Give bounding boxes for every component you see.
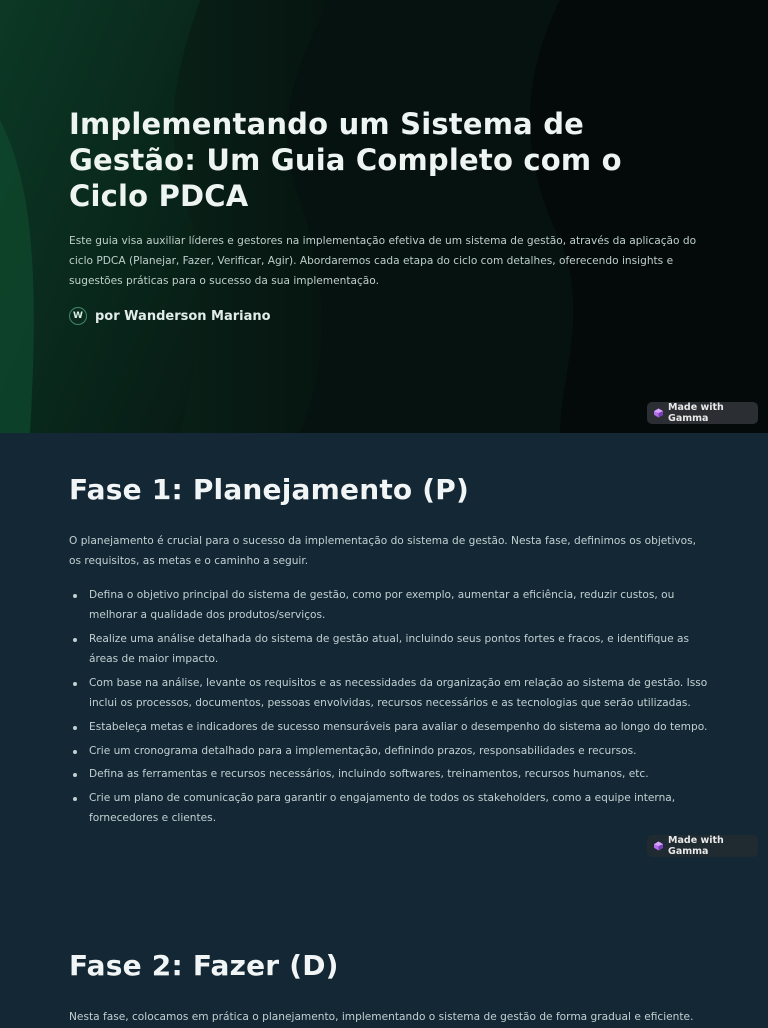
author-byline bbox=[69, 305, 271, 327]
list-item bbox=[69, 629, 709, 670]
made-with-gamma-button[interactable] bbox=[647, 402, 758, 424]
phase2-heading: Fase 2: Fazer (D) bbox=[69, 949, 339, 982]
list-item bbox=[69, 717, 709, 737]
author-name: por Wanderson Mariano bbox=[95, 308, 271, 324]
list-item-text: Crie um cronograma detalhado para a implementação, definindo prazos, responsabilidades e recursos. bbox=[89, 744, 637, 757]
avatar: W bbox=[69, 307, 87, 325]
bullet-dot-icon bbox=[73, 726, 77, 730]
made-with-gamma-button[interactable] bbox=[647, 835, 758, 857]
list-item bbox=[69, 741, 709, 761]
bullet-dot-icon bbox=[73, 594, 77, 598]
page-title: Implementando um Sistema de Gestão: Um Guia Completo com o Ciclo PDCA bbox=[69, 107, 622, 213]
bullet-dot-icon bbox=[73, 797, 77, 801]
phase1-intro: O planejamento é crucial para o sucesso da implementação do sistema de gestão. Nesta fase, definimos os objetivos, os requisitos, as metas e o caminho a seguir. bbox=[69, 535, 697, 567]
list-item bbox=[69, 764, 709, 784]
title-slide bbox=[0, 0, 768, 433]
intro-paragraph: Este guia visa auxiliar líderes e gestores na implementação efetiva de um sistema de gestão, através da aplicação do ciclo PDCA (Planejar, Fazer, Verificar, Agir). Abordaremos cada etapa do ciclo com detalhes, oferecendo insights e sugestões práticas para o sucesso da sua implementação. bbox=[69, 235, 697, 288]
gamma-gem-icon bbox=[654, 408, 663, 418]
background-waves bbox=[0, 0, 768, 433]
list-item-text: Defina o objetivo principal do sistema de gestão, como por exemplo, aumentar a eficiência, reduzir custos, ou melhorar a qualidade dos produtos/serviços. bbox=[89, 589, 675, 622]
list-item bbox=[69, 585, 709, 626]
list-item-text: Com base na análise, levante os requisitos e as necessidades da organização em relação ao sistema de gestão. Isso inclui os processos, documentos, pessoas envolvidas, recursos necessários e as tecnologias que serão utilizadas. bbox=[89, 677, 708, 710]
bullet-dot-icon bbox=[73, 682, 77, 686]
badge-label: Made with Gamma bbox=[668, 835, 724, 857]
gamma-gem-icon bbox=[654, 841, 663, 851]
bullet-dot-icon bbox=[73, 638, 77, 642]
bullet-dot-icon bbox=[73, 773, 77, 777]
bullet-dot-icon bbox=[73, 750, 77, 754]
list-item-text: Realize uma análise detalhada do sistema de gestão atual, incluindo seus pontos fortes e fracos, e identifique as áreas de maior impacto. bbox=[89, 633, 690, 666]
list-item-text: Estabeleça metas e indicadores de sucesso mensuráveis para avaliar o desempenho do sistema ao longo do tempo. bbox=[89, 721, 708, 733]
list-item bbox=[69, 788, 709, 829]
badge-label: Made with Gamma bbox=[668, 402, 724, 424]
phase1-heading: Fase 1: Planejamento (P) bbox=[69, 473, 470, 506]
phase1-bullet-list bbox=[69, 585, 709, 832]
list-item bbox=[69, 673, 709, 714]
list-item-text: Defina as ferramentas e recursos necessários, incluindo softwares, treinamentos, recursos humanos, etc. bbox=[89, 768, 649, 781]
list-item-text: Crie um plano de comunicação para garantir o engajamento de todos os stakeholders, como a equipe interna, fornecedores e clientes. bbox=[89, 791, 676, 825]
phase2-intro: Nesta fase, colocamos em prática o planejamento, implementando o sistema de gestão de forma gradual e eficiente. bbox=[69, 1011, 694, 1023]
